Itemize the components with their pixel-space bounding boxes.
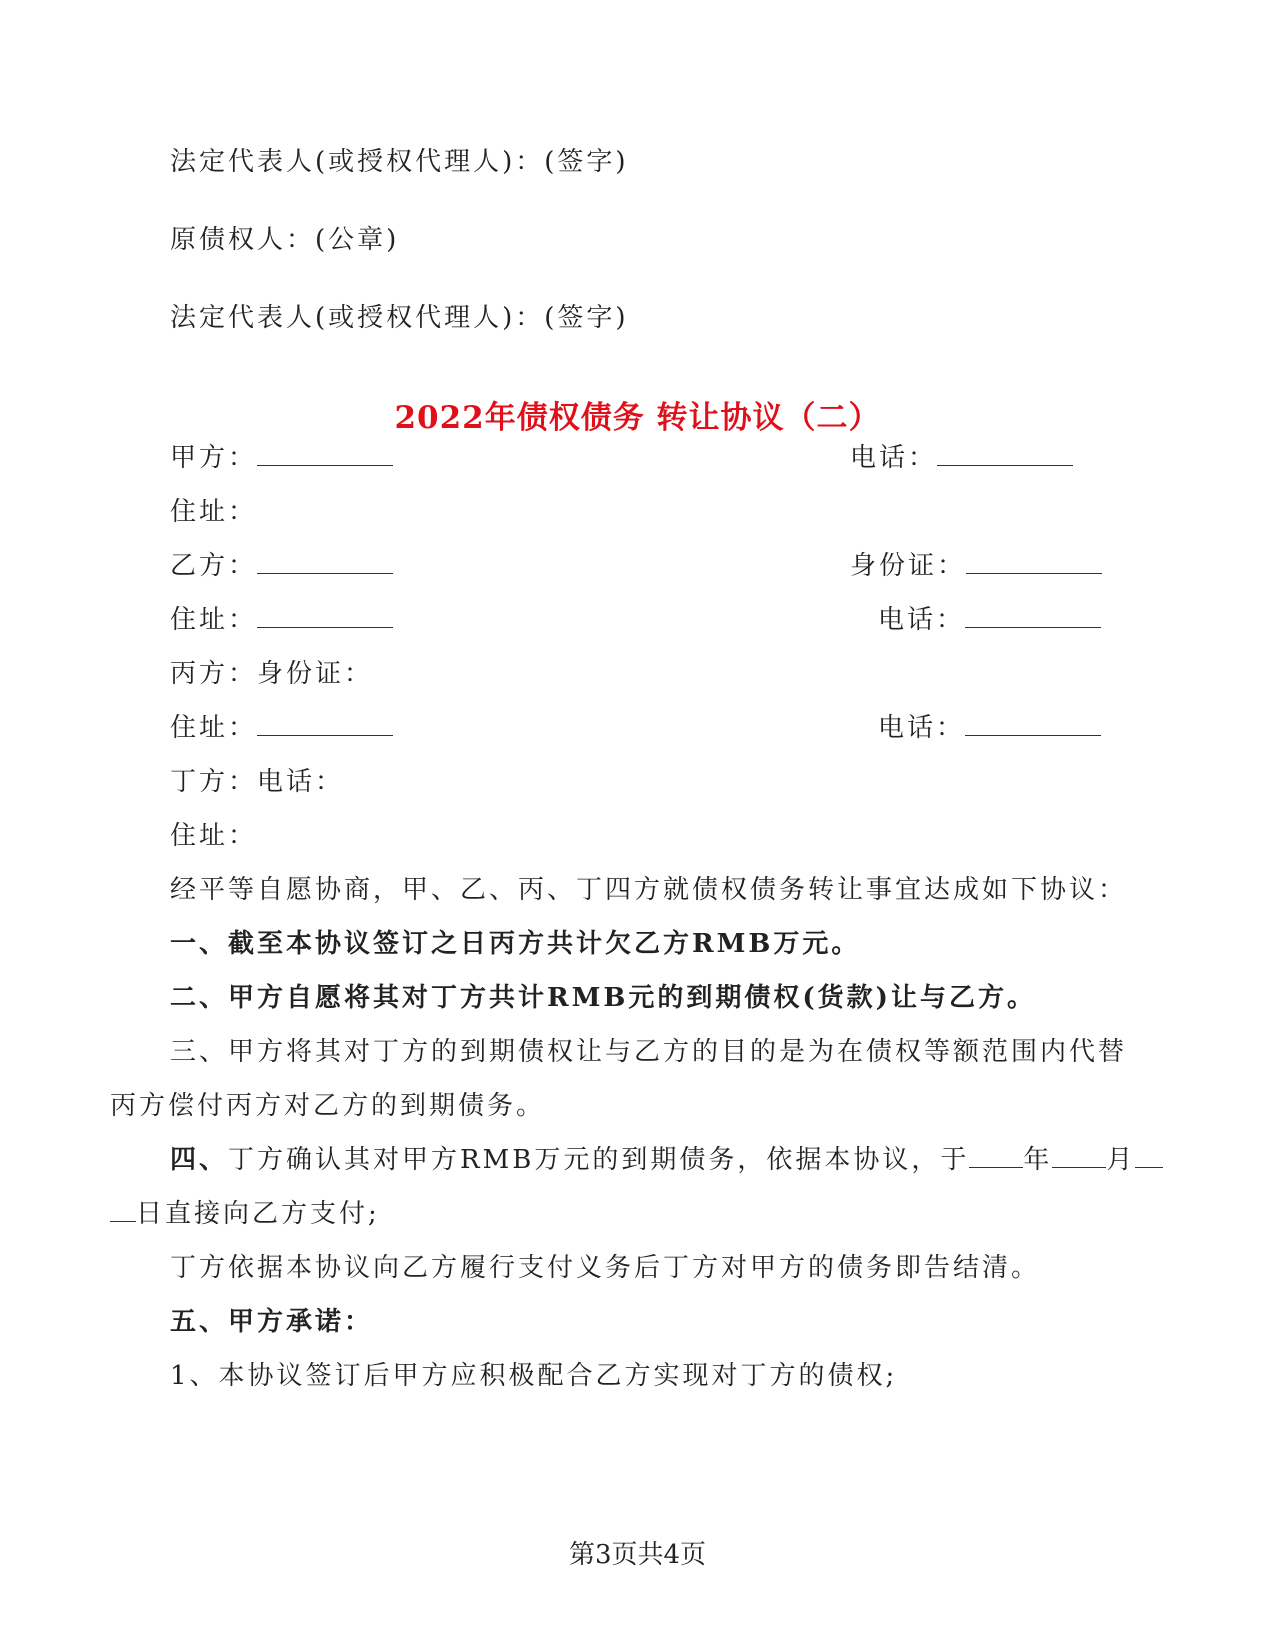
clause-4-year: 年 <box>1023 1145 1053 1175</box>
party-jia <box>170 440 393 476</box>
document-title: 2022年债权债务 转让协议（二） <box>394 400 881 436</box>
party-yi-blank[interactable] <box>257 549 393 574</box>
clause-4-note: 丁方依据本协议向乙方履行支付义务后丁方对甲方的债务即告结清。 <box>170 1253 1041 1283</box>
party-yi-id-blank[interactable] <box>966 549 1102 574</box>
party-bing: 丙方：身份证： <box>170 659 374 689</box>
party-jia-phone-label: 电话： <box>850 443 938 473</box>
party-yi-id-label: 身份证： <box>850 551 967 581</box>
party-bing-phone-label: 电话： <box>878 713 966 743</box>
party-yi-address <box>170 602 393 638</box>
party-jia-address: 住址： <box>170 497 258 527</box>
party-ding-address: 住址： <box>170 821 258 851</box>
clause-4-month-blank[interactable] <box>1052 1143 1106 1168</box>
party-yi-address-label: 住址： <box>170 605 258 635</box>
party-bing-phone-blank[interactable] <box>965 711 1101 736</box>
clause-4-prefix: 四、 <box>170 1145 229 1175</box>
signature-line-3: 法定代表人(或授权代理人)：(签字) <box>170 303 629 333</box>
clause-3-line-1: 三、甲方将其对丁方的到期债权让与乙方的目的是为在债权等额范围内代替 <box>170 1037 1128 1067</box>
clause-1: 一、截至本协议签订之日丙方共计欠乙方RMB万元。 <box>170 929 861 959</box>
clause-4-day-blank-a[interactable] <box>1135 1143 1163 1168</box>
clause-4-day-blank-b[interactable] <box>110 1197 136 1222</box>
intro-paragraph: 经平等自愿协商，甲、乙、丙、丁四方就债权债务转让事宜达成如下协议： <box>170 875 1128 905</box>
party-yi <box>170 548 393 584</box>
clause-5-heading: 五、甲方承诺： <box>170 1307 374 1337</box>
party-bing-address-blank[interactable] <box>257 711 393 736</box>
party-bing-address-label: 住址： <box>170 713 258 743</box>
clause-4-line-1 <box>170 1142 1163 1178</box>
party-jia-phone <box>850 440 1073 476</box>
clause-5-item-1: 1、本协议签订后甲方应积极配合乙方实现对丁方的债权; <box>170 1361 898 1391</box>
party-yi-phone-blank[interactable] <box>965 603 1101 628</box>
party-bing-address <box>170 710 393 746</box>
clause-2: 二、甲方自愿将其对丁方共计RMB元的到期债权(货款)让与乙方。 <box>170 983 1036 1013</box>
signature-line-1: 法定代表人(或授权代理人)：(签字) <box>170 147 629 177</box>
signature-line-2: 原债权人：(公章) <box>170 225 400 255</box>
party-ding: 丁方：电话： <box>170 767 345 797</box>
clause-3-line-2: 丙方偿付丙方对乙方的到期债务。 <box>110 1091 546 1121</box>
clause-4-month: 月 <box>1106 1145 1136 1175</box>
party-yi-phone <box>878 602 1101 638</box>
party-yi-phone-label: 电话： <box>878 605 966 635</box>
party-jia-label: 甲方： <box>170 443 258 473</box>
party-jia-blank[interactable] <box>257 441 393 466</box>
clause-4-year-blank[interactable] <box>969 1143 1023 1168</box>
clause-4-text: 丁方确认其对甲方RMB万元的到期债务，依据本协议，于 <box>228 1145 970 1175</box>
party-yi-id <box>850 548 1102 584</box>
party-yi-label: 乙方： <box>170 551 258 581</box>
party-yi-address-blank[interactable] <box>257 603 393 628</box>
page-number: 第3页共4页 <box>568 1540 707 1570</box>
party-bing-phone <box>878 710 1101 746</box>
clause-4-line-2 <box>110 1196 380 1232</box>
party-jia-phone-blank[interactable] <box>937 441 1073 466</box>
clause-4-line-2-text: 日直接向乙方支付; <box>136 1199 380 1229</box>
